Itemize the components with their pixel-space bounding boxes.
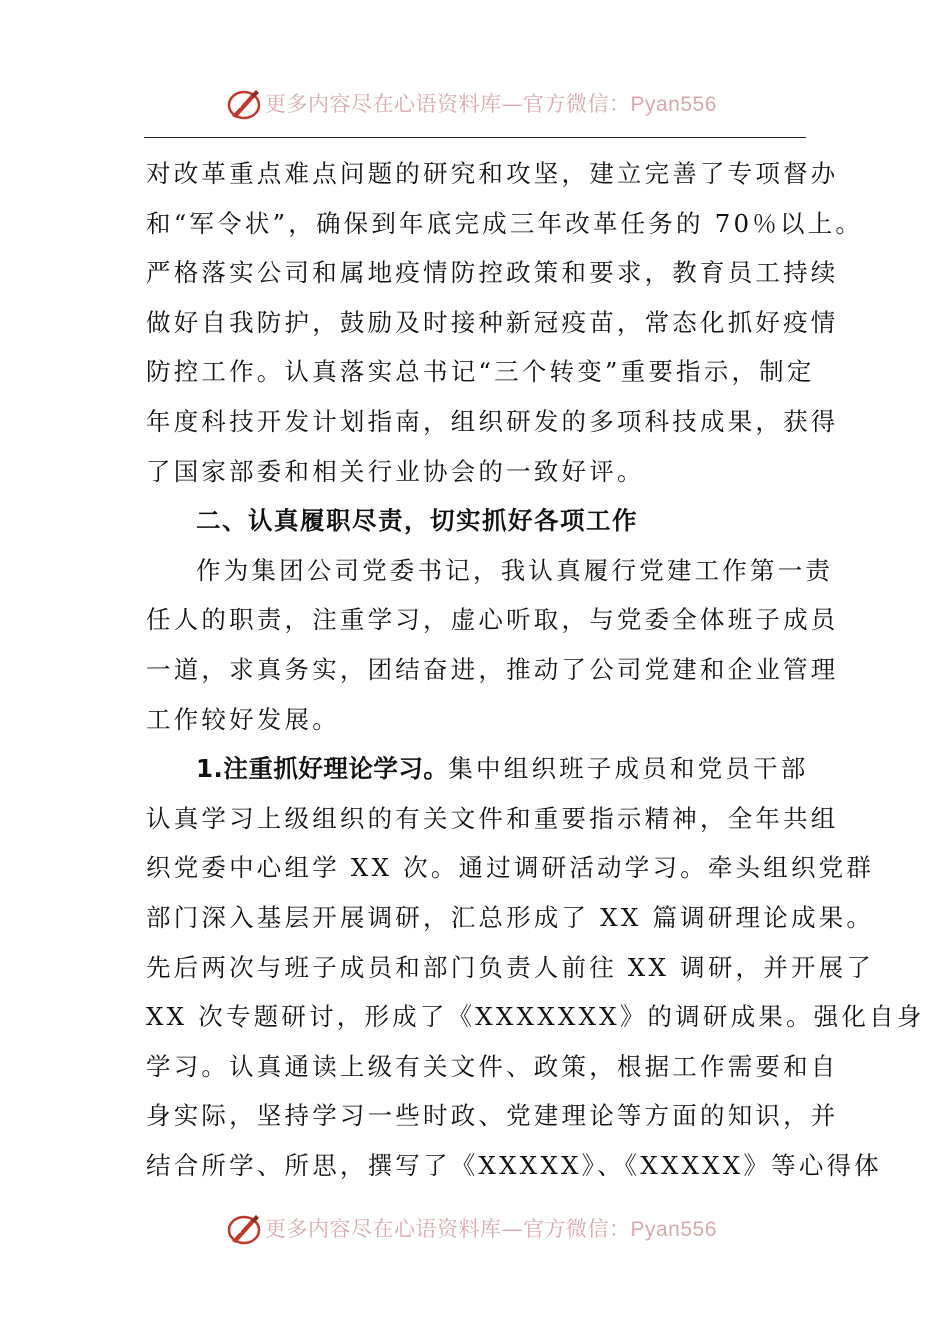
text-line: 结合所学、所思，撰写了《XXXXX》、《XXXXX》等心得体 bbox=[146, 1150, 882, 1180]
text-line: 防控工作。认真落实总书记“三个转变”重要指示，制定 bbox=[146, 357, 815, 387]
text-line: 认真学习上级组织的有关文件和重要指示精神，全年共组 bbox=[146, 803, 839, 833]
paragraph-3-first-line-rest: 集中组织班子成员和党员干部 bbox=[448, 754, 809, 784]
footer-banner-text bbox=[265, 1215, 717, 1244]
text-line: 年度科技开发计划指南，组织研发的多项科技成果，获得 bbox=[146, 406, 839, 436]
text-line: 部门深入基层开展调研，汇总形成了 XX 篇调研理论成果。 bbox=[146, 902, 875, 932]
header-banner-text bbox=[265, 90, 717, 119]
text-line: 做好自我防护，鼓励及时接种新冠疫苗，常态化抓好疫情 bbox=[146, 307, 839, 337]
paragraph-3-title: 1.注重抓好理论学习。 bbox=[196, 754, 449, 784]
text-line: 任人的职责，注重学习，虚心听取，与党委全体班子成员 bbox=[146, 605, 839, 635]
header-banner bbox=[0, 84, 950, 124]
text-line: 和“军令状”，确保到年底完成三年改革任务的 70％以上。 bbox=[146, 208, 864, 238]
footer-banner-label: 更多内容尽在心语资料库—官方微信： bbox=[265, 1217, 631, 1241]
text-line: 先后两次与班子成员和部门负责人前往 XX 调研，并开展了 bbox=[146, 952, 875, 982]
header-wechat-id: Pyan556 bbox=[630, 93, 717, 116]
text-line: 一道，求真务实，团结奋进，推动了公司党建和企业管理 bbox=[146, 654, 839, 684]
text-line: 对改革重点难点问题的研究和攻坚，建立完善了专项督办 bbox=[146, 159, 839, 188]
paragraph-1 bbox=[146, 149, 864, 496]
text-line: 了国家部委和相关行业协会的一致好评。 bbox=[146, 456, 645, 486]
text-line: 作为集团公司党委书记，我认真履行党建工作第一责 bbox=[196, 555, 834, 585]
text-line: 身实际，坚持学习一些时政、党建理论等方面的知识，并 bbox=[146, 1101, 839, 1131]
text-line: 严格落实公司和属地疫情防控政策和要求，教育员工持续 bbox=[146, 258, 839, 288]
footer-wechat-id: Pyan556 bbox=[630, 1218, 717, 1241]
section-heading: 二、认真履职尽责，切实抓好各项工作 bbox=[196, 506, 638, 536]
text-line: 织党委中心组学 XX 次。通过调研活动学习。牵头组织党群 bbox=[146, 853, 875, 883]
header-banner-label: 更多内容尽在心语资料库—官方微信： bbox=[265, 92, 631, 116]
document-body bbox=[146, 149, 925, 1190]
pen-circle-logo-icon bbox=[226, 1211, 262, 1247]
header-rule bbox=[144, 137, 806, 138]
text-line: 学习。认真通读上级有关文件、政策，根据工作需要和自 bbox=[146, 1051, 839, 1081]
footer-banner bbox=[0, 1209, 950, 1249]
pen-circle-logo-icon bbox=[226, 86, 262, 122]
text-line: 工作较好发展。 bbox=[146, 704, 340, 734]
text-line bbox=[146, 744, 808, 794]
text-line: XX 次专题研讨，形成了《XXXXXXX》的调研成果。强化自身 bbox=[146, 1002, 925, 1032]
paragraph-2 bbox=[146, 546, 839, 744]
paragraph-3 bbox=[146, 744, 925, 1190]
